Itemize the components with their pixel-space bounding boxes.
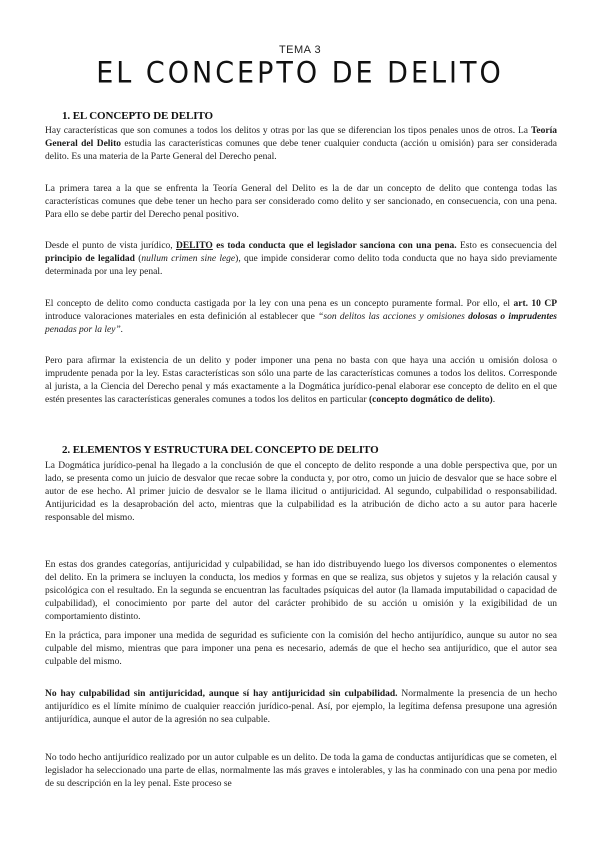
section-2-paragraph-1: La Dogmática jurídico-penal ha llegado a la conclusión de que el concepto de delito responde a una doble perspectiva que, por un lado, se presenta como un juicio de desvalor que recae sobre la conducta y, por otro, como un juicio de desvalor que se hace sobre el autor de ese hecho. Al primer juicio de desvalor se le llama ilicitud o antijuricidad. Al segundo, culpabilidad o responsabilidad. Antijuricidad es la desaprobación del acto, mientras que la culpabilidad es la atribución de dicho acto a su autor para hacerle responsable del mismo. [45,461,557,524]
section-1-paragraph-1: Hay características que son comunes a todos los delitos y otras por las que se diferencian los tipos penales unos de otros. La Teoría General del Delito estudia las características comunes que debe tener cualquier conducta (acción u omisión) para ser considerada delito. Es una materia de la Parte General del Derecho penal. [45,126,557,163]
section-1-heading: 1. EL CONCEPTO DE DELITO [62,110,213,122]
section-2-paragraph-5: No todo hecho antijurídico realizado por un autor culpable es un delito. De toda la gama de conductas antijurídicas que se cometen, el legislador ha seleccionado una parte de ellas, normalmente las más graves e intolerables, y las ha conminado con una pena por medio de su descripción en la ley penal. Este proceso se [45,753,557,790]
delito-term: DELITO [175,241,213,251]
section-2-paragraph-4: No hay culpabilidad sin antijuricidad, aunque sí hay antijuricidad sin culpabilidad. Normalmente la presencia de un hecho antijurídico es el límite mínimo de cualquier reacción jurídico-penal. Así, por ejemplo, la legítima defensa presupone una agresión antijurídica, aunque el autor de la agresión no sea culpable. [45,689,557,726]
page-title: EL CONCEPTO DE DELITO [96,56,504,91]
section-1-paragraph-2: La primera tarea a la que se enfrenta la Teoría General del Delito es la de dar un concepto de delito que contenga todas las características comunes que debe tener un hecho para ser considerado como delito y ser sancionado, en consecuencia, con una pena. Para ello se debe partir del Derecho penal positivo. [45,184,557,221]
section-2-paragraph-3: En la práctica, para imponer una medida de seguridad es suficiente con la comisión del hecho antijurídico, aunque su autor no sea culpable del mismo, mientras que para imponer una pena es necesario, además de que el hecho sea antijurídico, que el autor sea culpable del mismo. [45,631,557,668]
topic-label: TEMA 3 [278,44,322,56]
section-1-paragraph-3: Desde el punto de vista jurídico, DELITO es toda conducta que el legislador sanciona con una pena. Esto es consecuencia del principio de legalidad (nullum crimen sine lege), que impide considerar como delito toda conducta que no haya sido previamente determinada por una ley penal. [45,241,558,278]
section-2-paragraph-2: En estas dos grandes categorías, antijuricidad y culpabilidad, se han ido distribuyendo luego los diversos componentes o elementos del delito. En la primera se incluyen la conducta, los medios y formas en que se realiza, sus objetos y sujetos y la relación causal y psicológica con el resultado. En la segunda se encuentran las facultades psíquicas del autor (la llamada imputabilidad o capacidad de culpabilidad), el conocimiento por parte del autor del carácter prohibido de su acción u omisión y la exigibilidad de un comportamiento distinto. [45,560,557,623]
section-1-paragraph-5: Pero para afirmar la existencia de un delito y poder imponer una pena no basta con que haya una acción u omisión dolosa o imprudente penada por la ley. Estas características son sólo una parte de las características comunes a todos los delitos. Corresponde al jurista, a la Ciencia del Derecho penal y más exactamente a la Dogmática jurídico-penal elaborar ese concepto de delito en el que estén presentes las características generales comunes a todos los delitos en particular (concepto dogmático de delito). [45,356,557,406]
section-1-paragraph-4: El concepto de delito como conducta castigada por la ley con una pena es un concepto puramente formal. Por ello, el art. 10 CP introduce valoraciones materiales en esta definición al establecer que “son delitos las acciones y omisiones dolosas o imprudentes penadas por la ley”. [45,299,558,336]
section-2-heading: 2. ELEMENTOS Y ESTRUCTURA DEL CONCEPTO DE DELITO [62,444,379,456]
